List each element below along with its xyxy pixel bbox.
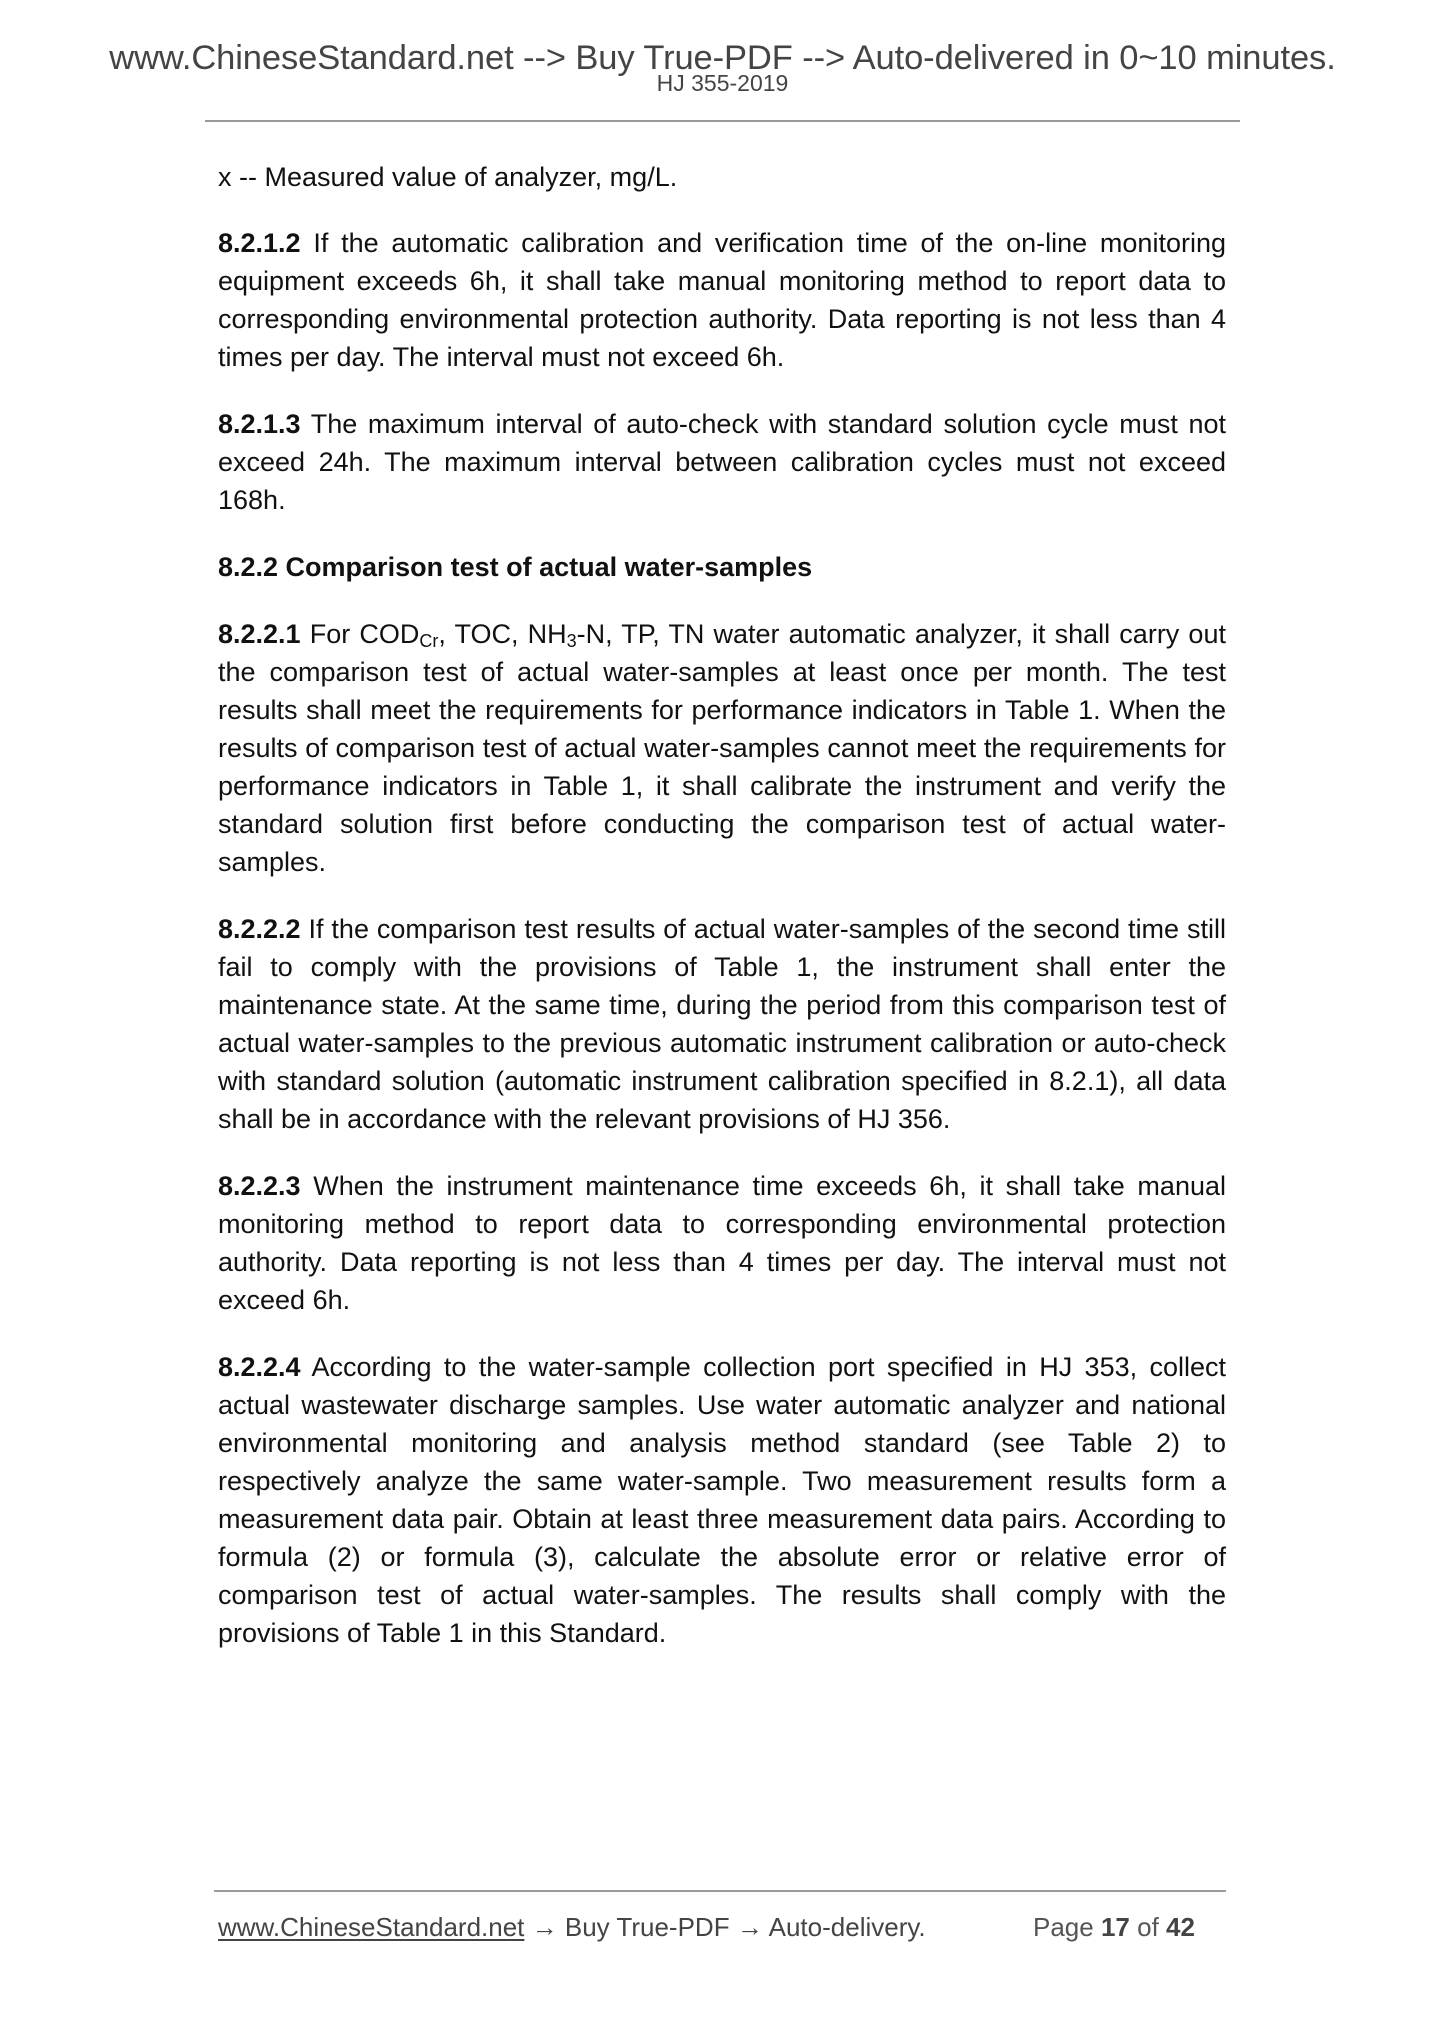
- clause-number: 8.2.2.3: [218, 1171, 301, 1201]
- subscript: 3: [566, 631, 577, 651]
- clause-number: 8.2.1.2: [218, 228, 301, 258]
- footer-divider: [214, 1890, 1226, 1892]
- header-banner: www.ChineseStandard.net --> Buy True-PDF --> Auto-delivered in 0~10 minutes.: [109, 39, 1336, 77]
- website-link[interactable]: www.ChineseStandard.net: [218, 1912, 525, 1942]
- variable-definition: x -- Measured value of analyzer, mg/L.: [218, 162, 678, 192]
- clause-8-2-2-3: [218, 1167, 1226, 1319]
- clause-text: , TOC, NH: [438, 619, 567, 649]
- clause-8-2-2-4: [218, 1348, 1226, 1652]
- subscript: Cr: [419, 631, 439, 651]
- page-content: [218, 158, 1226, 1681]
- current-page: 17: [1100, 1912, 1130, 1942]
- header-divider: [205, 120, 1240, 122]
- clause-text: -N, TP, TN water automatic analyzer, it shall carry out the comparison test of actual water-samples at least once per month. The test results shall meet the requirements for performance indicators in Table 1. When the results of comparison test of actual water-samples cannot meet the requirements for performance indicators in Table 1, it shall calibrate the instrument and verify the standard solution first before conducting the comparison test of actual water-samples.: [218, 619, 1226, 877]
- footer-promo: [218, 1910, 926, 1944]
- clause-text: If the automatic calibration and verification time of the on-line monitoring equipment exceeds 6h, it shall take manual monitoring method to report data to corresponding environmental protection authority. Data reporting is not less than 4 times per day. The interval must not exceed 6h.: [218, 228, 1226, 372]
- total-pages: 42: [1166, 1912, 1195, 1942]
- clause-text: When the instrument maintenance time exceeds 6h, it shall take manual monitoring method to report data to corresponding environmental protection authority. Data reporting is not less than 4 times per day. The interval must not exceed 6h.: [218, 1171, 1226, 1315]
- clause-number: 8.2.2.4: [218, 1352, 301, 1382]
- arrow-right-icon: →: [736, 1912, 763, 1942]
- clause-text: According to the water-sample collection port specified in HJ 353, collect actual wastewater discharge samples. Use water automatic analyzer and national environmental monitoring and analysis method standard (see Table 2) to respectively analyze the same water-sample. Two measurement results form a measurement data pair. Obtain at least three measurement data pairs. According to formula (2) or formula (3), calculate the absolute error or relative error of comparison test of actual water-samples. The results shall comply with the provisions of Table 1 in this Standard.: [218, 1352, 1226, 1648]
- clause-text: For COD: [300, 619, 420, 649]
- clause-8-2-2-1: [218, 615, 1226, 881]
- section-heading: 8.2.2 Comparison test of actual water-samples: [218, 552, 813, 582]
- clause-8-2-1-3: [218, 405, 1226, 519]
- clause-8-2-1-2: [218, 224, 1226, 376]
- delivery-text: Auto-delivery.: [768, 1912, 926, 1942]
- clause-text: If the comparison test results of actual water-samples of the second time still fail to comply with the provisions of Table 1, the instrument shall enter the maintenance state. At the same time, during the period from this comparison test of actual water-samples to the previous automatic instrument calibration or auto-check with standard solution (automatic instrument calibration specified in 8.2.1), all data shall be in accordance with the relevant provisions of HJ 356.: [218, 914, 1226, 1134]
- clause-number: 8.2.1.3: [218, 409, 301, 439]
- page-number: [1033, 1910, 1195, 1944]
- document-id: HJ 355-2019: [656, 70, 789, 96]
- of-label: of: [1137, 1912, 1159, 1942]
- clause-number: 8.2.2.1: [218, 619, 301, 649]
- page-label: Page: [1033, 1912, 1094, 1942]
- clause-text: The maximum interval of auto-check with standard solution cycle must not exceed 24h. The maximum interval between calibration cycles must not exceed 168h.: [218, 409, 1226, 515]
- buy-text: Buy True-PDF: [564, 1912, 730, 1942]
- clause-8-2-2-2: [218, 910, 1226, 1138]
- arrow-right-icon: →: [531, 1912, 558, 1942]
- clause-number: 8.2.2.2: [218, 914, 301, 944]
